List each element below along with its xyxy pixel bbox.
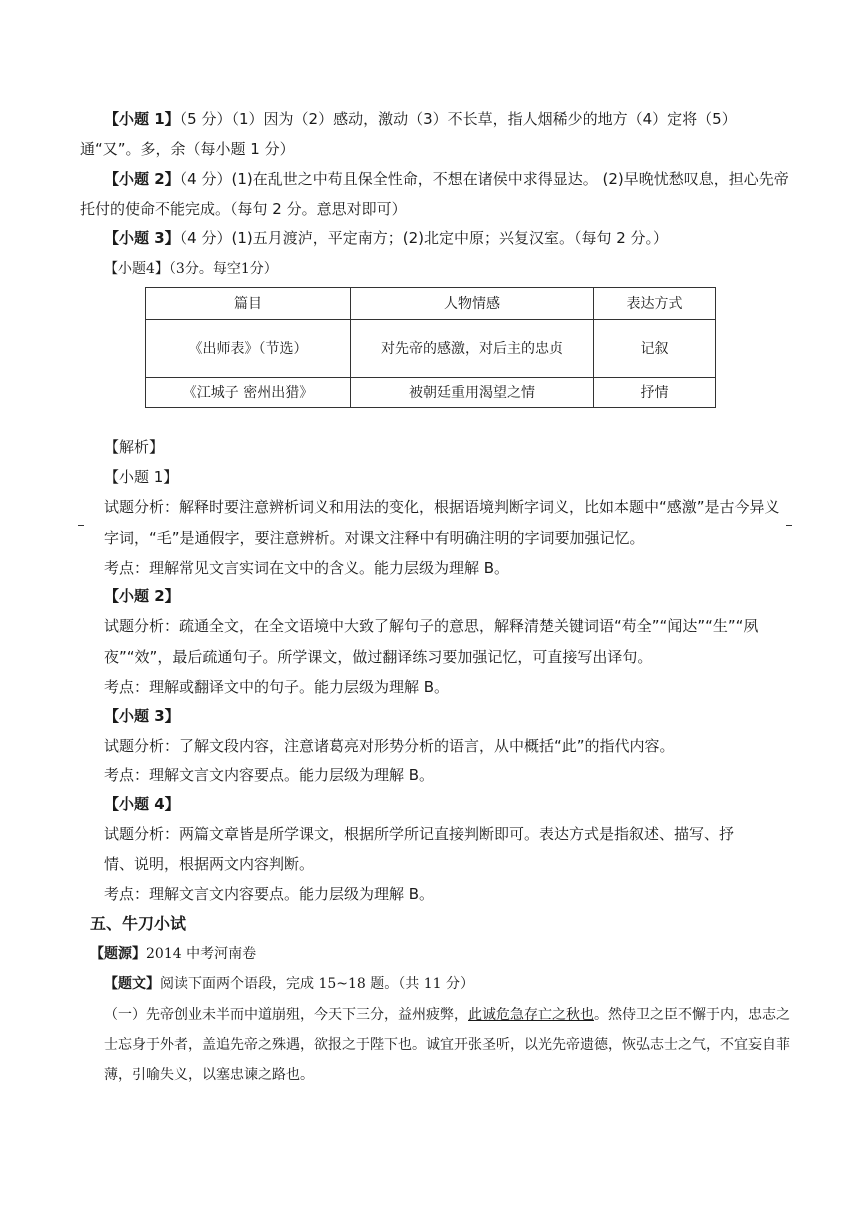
answer-1-head: 【小题 1】 — [104, 110, 180, 128]
table-cell: 被朝廷重用渴望之情 — [351, 378, 594, 408]
analysis-4-point: 考点：理解文言文内容要点。能力层级为理解 B。 — [104, 885, 435, 903]
answer-2-text: （4 分）(1)在乱世之中苟且保全性命，不想在诸侯中求得显达。 (2)早晚忧愁叹息，担心先帝托付的使命不能完成。（每句 2 分。意思对即可） — [80, 170, 789, 218]
prompt-text: 阅读下面两个语段，完成 15~18 题。（共 11 分） — [160, 976, 474, 992]
answer-2 — [80, 164, 792, 224]
table-header: 篇目 — [146, 288, 351, 320]
analysis-4-head: 【小题 4】 — [104, 795, 180, 813]
table-header-row — [146, 288, 716, 320]
passage-underlined: 此诚危急存亡之秋也 — [468, 1007, 594, 1023]
passage-part-a: （一）先帝创业未半而中道崩殂，今天下三分，益州疲弊， — [104, 1007, 468, 1023]
table-row — [146, 320, 716, 378]
answer-4-text: （3分。每空1分） — [168, 261, 278, 277]
analysis-1-point: 考点：理解常见文言实词在文中的含义。能力层级为理解 B。 — [104, 559, 510, 577]
answer-3-head: 【小题 3】 — [104, 229, 180, 247]
passage-part-b: 。然侍卫之臣不懈于内，忠志之士忘身于外者，盖追先帝之殊遇，欲报之于陛下也。诚宜开张圣听，以光先帝遗德，恢弘志士之气，不宜妄自菲薄，引喻失义，以塞忠谏之路也。 — [104, 1007, 790, 1083]
table-row — [146, 378, 716, 408]
table-header: 人物情感 — [351, 288, 594, 320]
analysis-3-head: 【小题 3】 — [104, 707, 180, 725]
answer-1 — [80, 104, 792, 164]
answer-table — [145, 287, 716, 408]
analysis-title: 【解析】 — [104, 438, 165, 456]
section-title: 五、牛刀小试 — [90, 914, 187, 933]
source-text: 2014 中考河南卷 — [146, 946, 257, 962]
analysis-4-text: 试题分析：两篇文章皆是所学课文，根据所学所记直接判断即可。表达方式是指叙述、描写、抒情、说明，根据两文内容判断。 — [104, 825, 735, 873]
prompt-label: 【题文】 — [104, 976, 160, 992]
table-header: 表达方式 — [594, 288, 716, 320]
table-cell: 《出师表》（节选） — [146, 320, 351, 378]
analysis-1-text: 试题分析：解释时要注意辨析词义和用法的变化，根据语境判断字词义，比如本题中“感激”是古今异义字词，“毛”是通假字，要注意辨析。对课文注释中有明确注明的字词要加强记忆。 — [104, 498, 780, 547]
table-cell: 记叙 — [594, 320, 716, 378]
table-cell: 对先帝的感激，对后主的忠贞 — [351, 320, 594, 378]
answer-3 — [80, 223, 792, 253]
source-line — [80, 939, 802, 969]
source-label: 【题源】 — [90, 946, 146, 962]
margin-mark-left — [78, 525, 84, 526]
analysis-1-head: 【小题 1】 — [104, 468, 179, 486]
answer-4-head: 【小题4】 — [104, 261, 169, 277]
answer-1-text: （5 分）（1）因为（2）感动，激动（3）不长草，指人烟稀少的地方（4）定将（5）通“又”。多，余（每小题 1 分） — [80, 110, 737, 158]
table-cell: 抒情 — [594, 378, 716, 408]
passage — [80, 1000, 792, 1090]
table-cell: 《江城子 密州出猎》 — [146, 378, 351, 408]
analysis-3-text: 试题分析：了解文段内容，注意诸葛亮对形势分析的语言，从中概括“此”的指代内容。 — [104, 737, 675, 755]
prompt-line — [80, 969, 816, 999]
analysis-2-point: 考点：理解或翻译文中的句子。能力层级为理解 B。 — [104, 678, 450, 696]
analysis-2-head: 【小题 2】 — [104, 587, 180, 605]
analysis-3-point: 考点：理解文言文内容要点。能力层级为理解 B。 — [104, 766, 435, 784]
analysis-2-text: 试题分析：疏通全文，在全文语境中大致了解句子的意思，解释清楚关键词语“苟全”“闻达”“生”“夙夜”“效”，最后疏通句子。所学课文，做过翻译练习要加强记忆，可直接写出译句。 — [104, 617, 759, 666]
answer-3-text: （4 分）(1)五月渡泸，平定南方；(2)北定中原；兴复汉室。（每句 2 分。） — [179, 229, 669, 247]
answer-2-head: 【小题 2】 — [104, 170, 180, 188]
answer-4 — [80, 254, 792, 284]
margin-mark-right — [786, 525, 792, 526]
